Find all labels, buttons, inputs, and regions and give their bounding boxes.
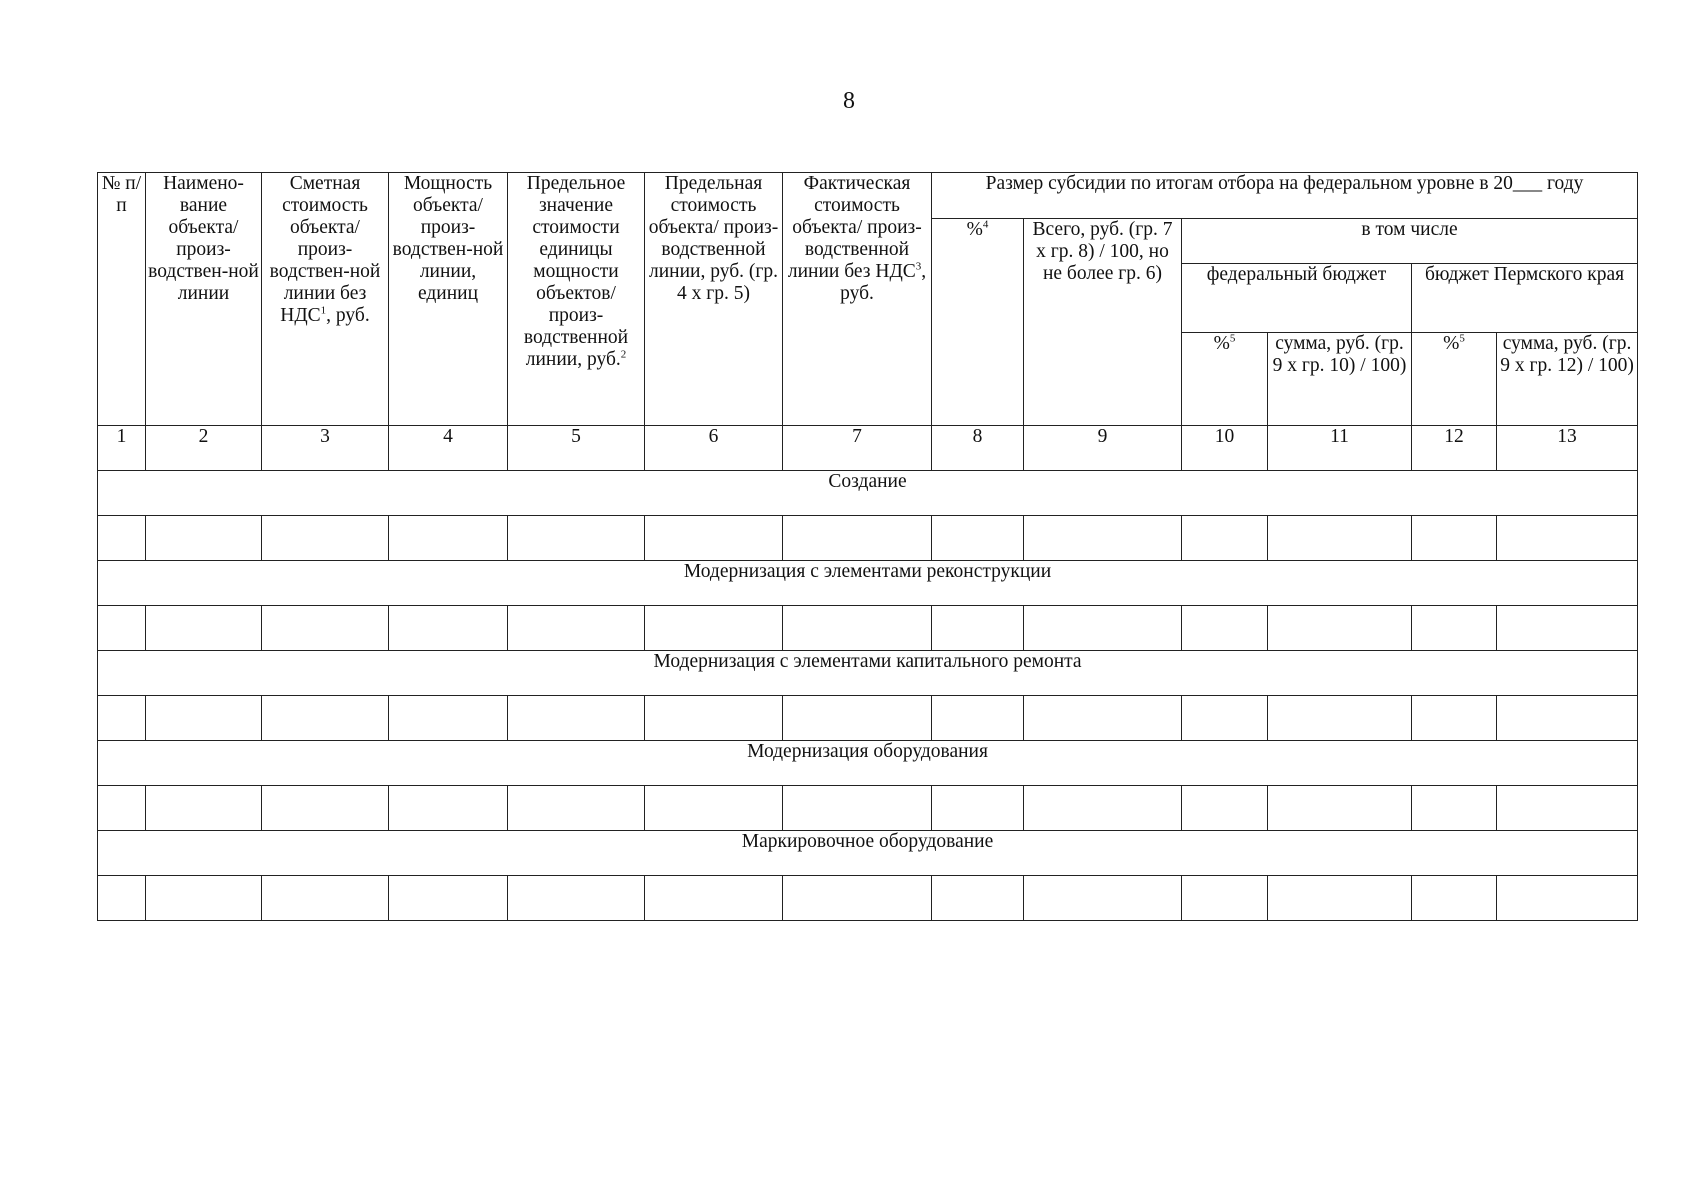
table-cell <box>98 786 146 831</box>
header-cell-federal-budget: федеральный бюджет <box>1182 264 1412 333</box>
table-cell <box>1182 876 1268 921</box>
table-cell <box>1412 606 1497 651</box>
table-cell <box>262 516 389 561</box>
column-number: 11 <box>1268 426 1412 471</box>
header-cell-percent: %$^4$ <box>932 219 1024 426</box>
table-cell <box>508 606 645 651</box>
table-cell <box>1024 696 1182 741</box>
table-cell <box>1024 876 1182 921</box>
table-cell <box>783 516 932 561</box>
table-cell <box>262 606 389 651</box>
section-row-reconstruction <box>98 561 1638 606</box>
table-cell <box>508 876 645 921</box>
table-cell <box>98 606 146 651</box>
table-cell <box>146 786 262 831</box>
table-cell <box>645 516 783 561</box>
table-row <box>98 786 1638 831</box>
table-cell <box>146 606 262 651</box>
section-title: Создание <box>98 471 1638 516</box>
table-cell <box>1268 786 1412 831</box>
header-cell-number: № п/п <box>98 173 146 426</box>
subsidy-table <box>97 172 1638 921</box>
header-cell-capacity: Мощность объекта/ произ-водствен-ной линии, единиц <box>389 173 508 426</box>
header-cell-cost-limit: Предельная стоимость объекта/ произ-водственной линии, руб. (гр. 4 х гр. 5) <box>645 173 783 426</box>
table-cell <box>1497 786 1638 831</box>
table-cell <box>1024 786 1182 831</box>
table-cell <box>146 516 262 561</box>
table-cell <box>262 786 389 831</box>
table-cell <box>645 876 783 921</box>
table-cell <box>1412 876 1497 921</box>
column-number: 4 <box>389 426 508 471</box>
table-cell <box>645 786 783 831</box>
header-cell-including: в том числе <box>1182 219 1638 264</box>
page-number: 8 <box>843 88 855 114</box>
table-cell <box>1182 786 1268 831</box>
table-cell <box>1268 516 1412 561</box>
table-cell <box>932 876 1024 921</box>
table-cell <box>1182 516 1268 561</box>
table-cell <box>389 696 508 741</box>
table-cell <box>389 786 508 831</box>
table-cell <box>1412 786 1497 831</box>
table-row <box>98 876 1638 921</box>
table-cell <box>783 606 932 651</box>
table-cell <box>1497 606 1638 651</box>
table-cell <box>645 606 783 651</box>
table-cell <box>98 876 146 921</box>
table-cell <box>262 696 389 741</box>
column-number-row <box>98 426 1638 471</box>
table-cell <box>262 876 389 921</box>
table-cell <box>932 606 1024 651</box>
column-number: 13 <box>1497 426 1638 471</box>
table-cell <box>1497 516 1638 561</box>
table-cell <box>98 696 146 741</box>
table-cell <box>932 696 1024 741</box>
header-cell-regional-sum: сумма, руб. (гр. 9 х гр. 12) / 100) <box>1497 333 1638 426</box>
table-cell <box>508 696 645 741</box>
column-number: 6 <box>645 426 783 471</box>
section-row-equipment <box>98 741 1638 786</box>
table-cell <box>146 876 262 921</box>
column-number: 10 <box>1182 426 1268 471</box>
section-title: Модернизация с элементами реконструкции <box>98 561 1638 606</box>
section-title: Модернизация с элементами капитального ремонта <box>98 651 1638 696</box>
table-cell <box>1268 876 1412 921</box>
table-cell <box>783 786 932 831</box>
header-cell-regional-percent: %$^5$ <box>1412 333 1497 426</box>
section-title: Маркировочное оборудование <box>98 831 1638 876</box>
header-cell-federal-sum: сумма, руб. (гр. 9 х гр. 10) / 100) <box>1268 333 1412 426</box>
table-row <box>98 606 1638 651</box>
table-cell <box>508 786 645 831</box>
section-title: Модернизация оборудования <box>98 741 1638 786</box>
section-row-marking <box>98 831 1638 876</box>
header-cell-subsidy-group: Размер субсидии по итогам отбора на федеральном уровне в 20___ году <box>932 173 1638 219</box>
header-cell-federal-percent: %$^5$ <box>1182 333 1268 426</box>
table-cell <box>389 606 508 651</box>
section-row-creation <box>98 471 1638 516</box>
column-number: 7 <box>783 426 932 471</box>
table-cell <box>1497 696 1638 741</box>
header-cell-total: Всего, руб. (гр. 7 х гр. 8) / 100, но не более гр. 6) <box>1024 219 1182 426</box>
table-cell <box>932 516 1024 561</box>
table-cell <box>146 696 262 741</box>
table-cell <box>1024 606 1182 651</box>
header-cell-name: Наимено-вание объекта/ произ-водствен-ной линии <box>146 173 262 426</box>
column-number: 2 <box>146 426 262 471</box>
table-cell <box>932 786 1024 831</box>
table-cell <box>389 876 508 921</box>
column-number: 8 <box>932 426 1024 471</box>
table-cell <box>508 516 645 561</box>
table-cell <box>1024 516 1182 561</box>
table-row <box>98 696 1638 741</box>
section-row-capital-repair <box>98 651 1638 696</box>
column-number: 12 <box>1412 426 1497 471</box>
table-cell <box>1412 696 1497 741</box>
header-cell-estimated-cost: Сметная стоимость объекта/ произ-водствен-ной линии без НДС$^1$, руб. <box>262 173 389 426</box>
table-cell <box>1268 696 1412 741</box>
table-cell <box>1497 876 1638 921</box>
table-cell <box>1412 516 1497 561</box>
column-number: 3 <box>262 426 389 471</box>
table-cell <box>783 696 932 741</box>
table-cell <box>1182 606 1268 651</box>
table-row <box>98 516 1638 561</box>
table-cell <box>1268 606 1412 651</box>
table-cell <box>783 876 932 921</box>
header-cell-unit-cost-limit: Предельное значение стоимости единицы мощности объектов/ произ-водственной линии, руб.$^2$ <box>508 173 645 426</box>
column-number: 9 <box>1024 426 1182 471</box>
column-number: 1 <box>98 426 146 471</box>
header-cell-regional-budget: бюджет Пермского края <box>1412 264 1638 333</box>
column-number: 5 <box>508 426 645 471</box>
table-cell <box>389 516 508 561</box>
table-cell <box>1182 696 1268 741</box>
table-cell <box>645 696 783 741</box>
header-cell-actual-cost: Фактическая стоимость объекта/ произ-водственной линии без НДС$^3$, руб. <box>783 173 932 426</box>
table-cell <box>98 516 146 561</box>
